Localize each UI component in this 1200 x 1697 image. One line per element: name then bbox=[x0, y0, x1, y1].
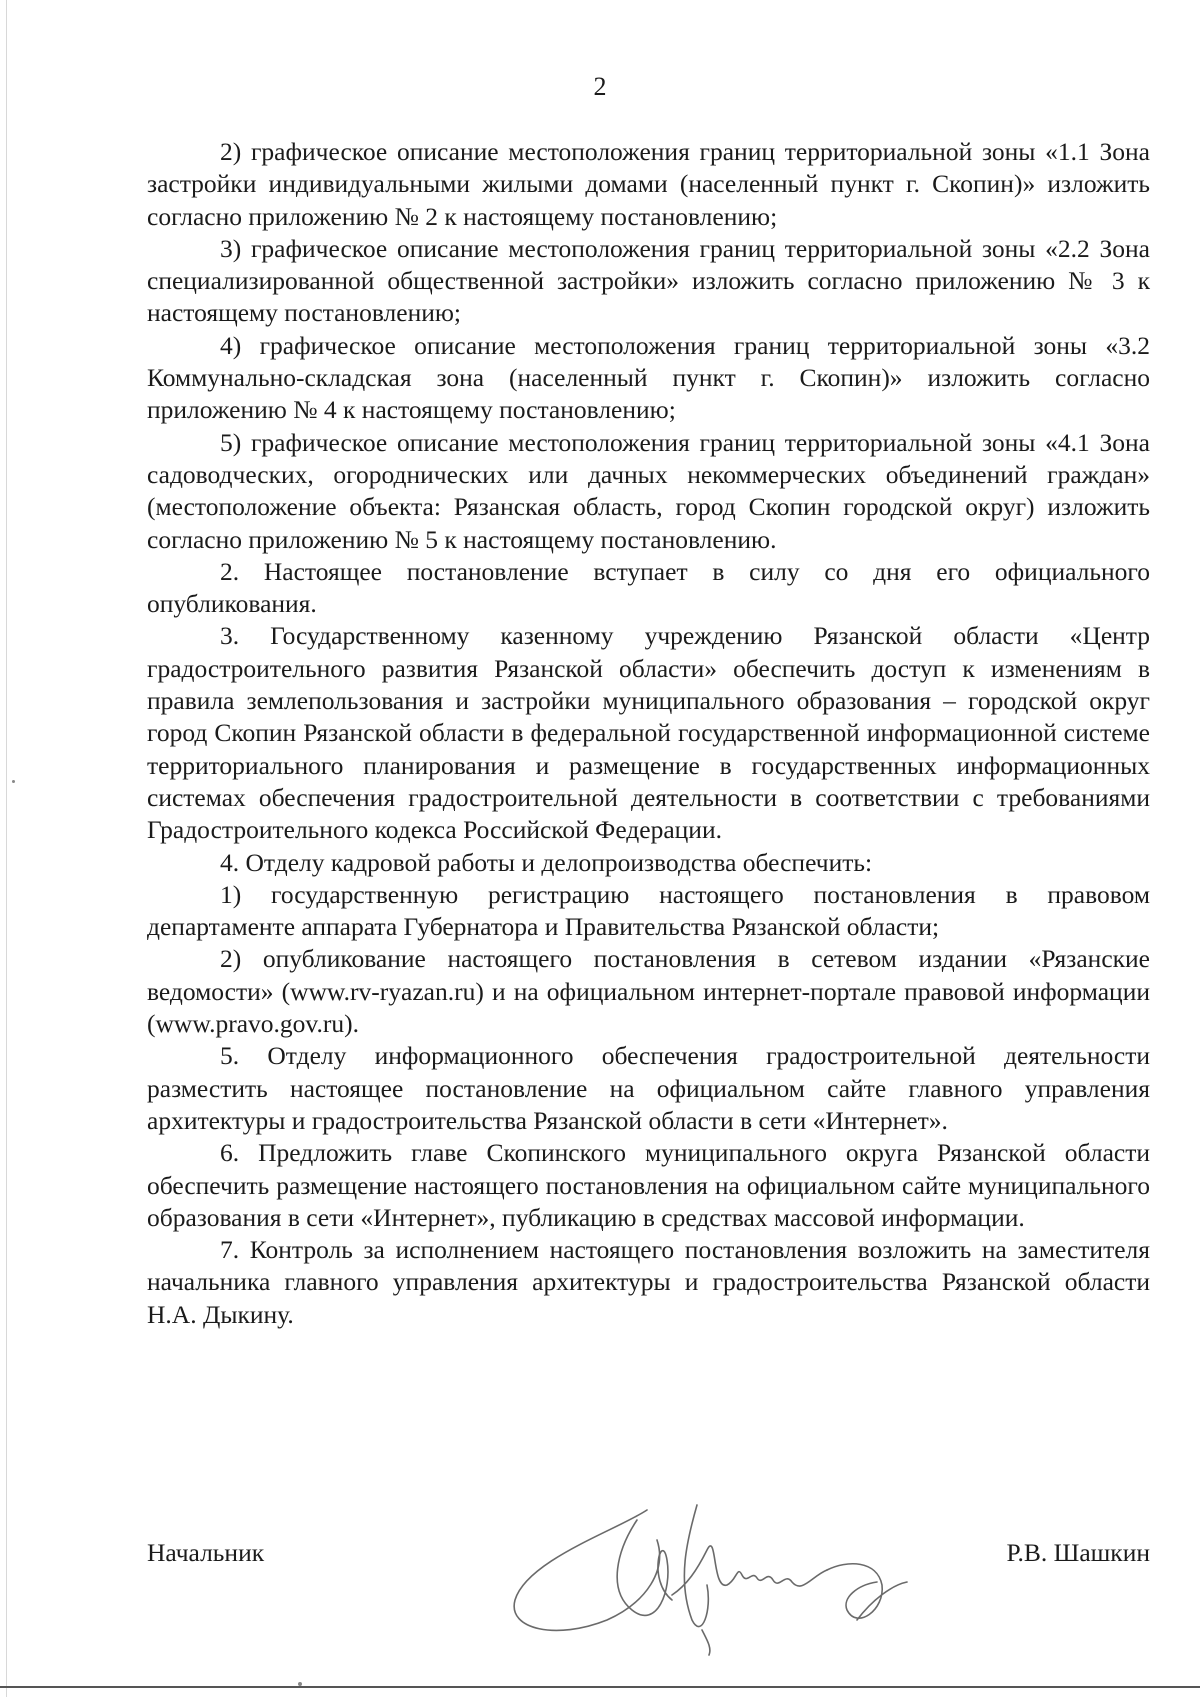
scan-speck bbox=[12, 780, 15, 783]
paragraph-12: 7. Контроль за исполнением настоящего постановления возложить на заместителя начальника главного управления архитектуры и градостроительства Рязанской области Н.А. Дыкину. bbox=[147, 1235, 1150, 1329]
document-body bbox=[147, 136, 1150, 1331]
paragraph-8: 1) государственную регистрацию настоящего постановления в правовом департаменте аппарата Губернатора и Правительства Рязанской области; bbox=[147, 879, 1150, 942]
paragraph-10: 5. Отделу информационного обеспечения градостроительной деятельности разместить настоящее постановление на официальном сайте главного управления архитектуры и градостроительства Рязанской области в сети «Интернет». bbox=[147, 1041, 1150, 1135]
page-number: 2 bbox=[593, 72, 607, 101]
paragraph-3: 4) графическое описание местоположения границ территориальной зоны «3.2 Коммунально-складская зона (населенный пункт г. Скопин)» изложить согласно приложению № 4 к настоящему постановлению; bbox=[147, 330, 1150, 425]
paragraph-4: 5) графическое описание местоположения границ территориальной зоны «4.1 Зона садоводческих, огороднических или дачных некоммерческих объединений граждан» (местоположение объекта: Рязанская область, город Скопин городской округ) изложить согласно приложению № 5 к настоящему постановлению. bbox=[147, 427, 1150, 554]
paragraph-9: 2) опубликование настоящего постановления в сетевом издании «Рязанские ведомости» (www.rv-ryazan.ru) и на официальном интернет-портале правовой информации (www.pravo.gov.ru). bbox=[147, 944, 1150, 1039]
paragraph-6: 3. Государственному казенному учреждению Рязанской области «Центр градостроительного развития Рязанской области» обеспечить доступ к изменениям в правила землепользования и застройки муниципального образования – городской округ город Скопин Рязанской области в федеральной государственной информационной системе территориального планирования и размещение в государственных информационных системах обеспечения градостроительной деятельности в соответствии с требованиями Градостроительного кодекса Российской Федерации. bbox=[147, 621, 1150, 845]
paragraph-11: 6. Предложить главе Скопинского муниципального округа Рязанской области обеспечить размещение настоящего постановления на официальном сайте муниципального образования в сети «Интернет», публикацию в средствах массовой информации. bbox=[147, 1138, 1150, 1232]
signature-block bbox=[147, 1520, 1150, 1650]
scan-bottom-edge bbox=[0, 1686, 1200, 1688]
signer-name: Р.В. Шашкин bbox=[1006, 1538, 1150, 1567]
scan-speck bbox=[298, 1682, 302, 1686]
paragraph-7: 4. Отделу кадровой работы и делопроизводства обеспечить: bbox=[220, 847, 873, 877]
paragraph-5: 2. Настоящее постановление вступает в силу со дня его официального опубликования. bbox=[147, 556, 1150, 619]
paragraph-2: 3) графическое описание местоположения границ территориальной зоны «2.2 Зона специализированной общественной застройки» изложить согласно приложению № 3 к настоящему постановлению; bbox=[147, 233, 1150, 328]
signer-position: Начальник bbox=[147, 1538, 265, 1567]
paragraph-1: 2) графическое описание местоположения границ территориальной зоны «1.1 Зона застройки индивидуальными жилыми домами (населенный пункт г. Скопин)» изложить согласно приложению № 2 к настоящему постановлению; bbox=[147, 137, 1150, 231]
handwritten-signature bbox=[497, 1490, 957, 1660]
scan-left-edge bbox=[6, 0, 7, 1697]
